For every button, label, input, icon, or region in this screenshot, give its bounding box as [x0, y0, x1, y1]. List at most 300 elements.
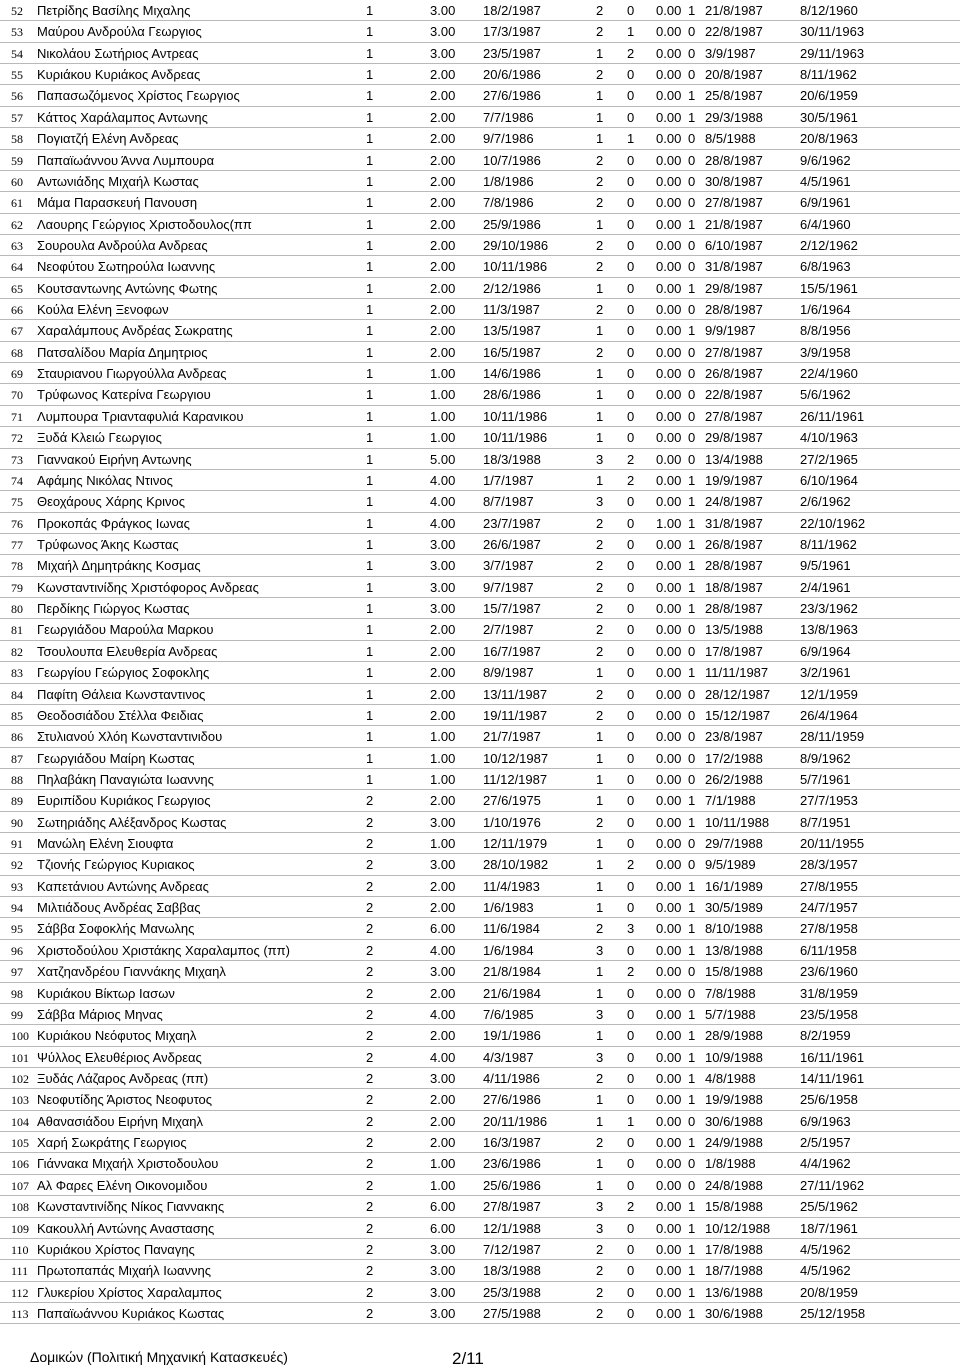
application-date: 18/3/1988 [483, 1263, 541, 1279]
points-value: 0.00 [656, 537, 682, 552]
birth-date: 24/7/1957 [800, 900, 858, 916]
count-b-value: 0 [627, 942, 635, 958]
registration-date: 24/9/1988 [705, 1135, 763, 1151]
flag-value: 1 [688, 1284, 696, 1300]
registration-date: 15/8/1988 [705, 964, 763, 980]
row-number: 105 [11, 1136, 29, 1151]
registration-date: 29/8/1987 [705, 430, 763, 446]
count-b-value: 0 [627, 537, 635, 552]
table-row [0, 1025, 960, 1046]
score-value: 6.00 [430, 1220, 456, 1236]
flag-value: 0 [688, 729, 696, 745]
flag-value: 0 [688, 387, 696, 403]
points-value: 0.00 [656, 280, 682, 296]
score-value: 2.00 [430, 88, 456, 104]
row-number: 84 [11, 687, 23, 702]
registration-date: 8/5/1988 [705, 131, 756, 147]
birth-date: 6/4/1960 [800, 216, 851, 232]
flag-value: 0 [688, 131, 696, 147]
score-value: 4.00 [430, 1049, 456, 1065]
points-value: 0.00 [656, 152, 682, 168]
count-a-value: 2 [596, 686, 604, 702]
flag-value: 1 [688, 558, 696, 574]
count-b-value: 0 [627, 3, 635, 18]
category-value: 1 [366, 494, 374, 510]
count-b-value: 0 [627, 88, 635, 104]
score-value: 2.00 [430, 173, 456, 189]
birth-date: 25/12/1958 [800, 1305, 866, 1321]
row-number: 108 [11, 1200, 29, 1215]
table-row [0, 833, 960, 854]
registration-date: 19/9/1988 [705, 1092, 763, 1108]
person-name: Αντωνιάδης Μιχαήλ Κωστας [37, 173, 199, 189]
count-b-value: 0 [627, 900, 635, 916]
score-value: 2.00 [430, 665, 456, 681]
count-a-value: 1 [596, 131, 604, 147]
score-value: 3.00 [430, 537, 456, 552]
flag-value: 0 [688, 45, 696, 61]
category-value: 2 [366, 942, 374, 958]
person-name: Κωνσταντινίδης Χριστόφορος Ανδρεας [37, 579, 259, 595]
birth-date: 25/6/1958 [800, 1092, 858, 1108]
table-row [0, 1153, 960, 1174]
category-value: 2 [366, 1113, 374, 1129]
points-value: 0.00 [656, 302, 682, 318]
score-value: 2.00 [430, 1113, 456, 1129]
birth-date: 23/6/1960 [800, 964, 858, 980]
application-date: 7/7/1986 [483, 109, 534, 125]
count-b-value: 0 [627, 878, 635, 894]
person-name: Μιλτιάδους Ανδρέας Σαββας [37, 900, 201, 916]
category-value: 2 [366, 1241, 374, 1257]
table-row [0, 1282, 960, 1303]
points-value: 0.00 [656, 707, 682, 723]
flag-value: 1 [688, 921, 696, 937]
score-value: 2.00 [430, 707, 456, 723]
flag-value: 0 [688, 451, 696, 467]
row-number: 62 [11, 217, 23, 232]
points-value: 0.00 [656, 985, 682, 1001]
birth-date: 8/7/1951 [800, 814, 851, 830]
flag-value: 1 [688, 793, 696, 809]
count-a-value: 1 [596, 387, 604, 403]
flag-value: 1 [688, 1092, 696, 1108]
points-value: 0.00 [656, 472, 682, 488]
registration-date: 5/7/1988 [705, 1006, 756, 1022]
score-value: 1.00 [430, 430, 456, 446]
count-a-value: 2 [596, 515, 604, 531]
application-date: 11/4/1983 [483, 878, 540, 894]
registration-date: 13/6/1988 [705, 1284, 763, 1300]
application-date: 10/7/1986 [483, 152, 541, 168]
registration-date: 22/8/1987 [705, 24, 763, 40]
count-b-value: 0 [627, 579, 635, 595]
count-b-value: 0 [627, 1220, 635, 1236]
application-date: 11/3/1987 [483, 302, 540, 318]
application-date: 21/7/1987 [483, 729, 541, 745]
category-value: 2 [366, 985, 374, 1001]
birth-date: 16/11/1961 [800, 1049, 865, 1065]
score-value: 1.00 [430, 836, 456, 852]
table-row [0, 256, 960, 277]
category-value: 1 [366, 515, 374, 531]
table-row [0, 0, 960, 21]
footer-category: Δομικών (Πολιτική Μηχανική Κατασκευές) [30, 1349, 288, 1365]
application-date: 21/8/1984 [483, 964, 541, 980]
table-row [0, 598, 960, 619]
row-number: 100 [11, 1029, 29, 1044]
score-value: 3.00 [430, 1071, 456, 1086]
category-value: 2 [366, 1177, 374, 1193]
application-date: 8/9/1987 [483, 665, 534, 681]
count-b-value: 0 [627, 323, 635, 339]
count-a-value: 3 [596, 1006, 604, 1022]
registration-date: 20/8/1987 [705, 67, 763, 83]
category-value: 1 [366, 366, 374, 382]
application-date: 2/7/1987 [483, 622, 534, 638]
application-date: 4/11/1986 [483, 1071, 540, 1086]
score-value: 2.00 [430, 302, 456, 318]
table-row [0, 684, 960, 705]
table-row [0, 983, 960, 1004]
birth-date: 2/12/1962 [800, 237, 858, 253]
count-b-value: 0 [627, 1135, 635, 1151]
birth-date: 18/7/1961 [800, 1220, 858, 1236]
person-name: Σταυριανου Γιωργούλλα Ανδρεας [37, 366, 227, 382]
birth-date: 12/1/1959 [800, 686, 858, 702]
table-row [0, 876, 960, 897]
score-value: 2.00 [430, 237, 456, 253]
points-value: 0.00 [656, 878, 682, 894]
category-value: 1 [366, 280, 374, 296]
points-value: 0.00 [656, 1092, 682, 1108]
registration-date: 11/11/1987 [705, 665, 769, 681]
registration-date: 27/8/1987 [705, 195, 763, 211]
count-a-value: 2 [596, 1135, 604, 1151]
application-date: 1/7/1987 [483, 472, 534, 488]
count-b-value: 0 [627, 67, 635, 83]
application-date: 7/6/1985 [483, 1006, 534, 1022]
category-value: 1 [366, 259, 374, 275]
category-value: 1 [366, 173, 374, 189]
score-value: 5.00 [430, 451, 456, 467]
flag-value: 1 [688, 109, 696, 125]
score-value: 2.00 [430, 622, 456, 638]
birth-date: 2/6/1962 [800, 494, 851, 510]
category-value: 1 [366, 131, 374, 147]
flag-value: 0 [688, 836, 696, 852]
points-value: 0.00 [656, 643, 682, 659]
table-row [0, 1239, 960, 1260]
count-a-value: 1 [596, 985, 604, 1001]
row-number: 83 [11, 666, 23, 681]
person-name: Γιαννακού Ειρήνη Αντωνης [37, 451, 192, 467]
person-name: Γεωργιάδου Μαρούλα Μαρκου [37, 622, 214, 638]
flag-value: 1 [688, 1305, 696, 1321]
application-date: 26/6/1987 [483, 537, 541, 552]
points-value: 0.00 [656, 1199, 682, 1215]
score-value: 2.00 [430, 900, 456, 916]
points-value: 1.00 [656, 515, 682, 531]
count-a-value: 1 [596, 45, 604, 61]
points-value: 0.00 [656, 1177, 682, 1193]
score-value: 2.00 [430, 793, 456, 809]
count-b-value: 0 [627, 1305, 635, 1321]
application-date: 1/6/1983 [483, 900, 534, 916]
flag-value: 0 [688, 344, 696, 360]
application-date: 11/6/1984 [483, 921, 540, 937]
row-number: 69 [11, 367, 23, 382]
registration-date: 7/1/1988 [705, 793, 756, 809]
registration-date: 10/9/1988 [705, 1049, 763, 1065]
birth-date: 8/12/1960 [800, 3, 858, 18]
category-value: 1 [366, 323, 374, 339]
category-value: 2 [366, 1135, 374, 1151]
person-name: Μιχαήλ Δημητράκης Κοσμας [37, 558, 201, 574]
flag-value: 0 [688, 173, 696, 189]
score-value: 3.00 [430, 964, 456, 980]
points-value: 0.00 [656, 1220, 682, 1236]
category-value: 1 [366, 24, 374, 40]
flag-value: 1 [688, 1220, 696, 1236]
score-value: 6.00 [430, 921, 456, 937]
application-date: 7/8/1986 [483, 195, 534, 211]
count-b-value: 0 [627, 195, 635, 211]
birth-date: 23/3/1962 [800, 601, 858, 617]
points-value: 0.00 [656, 1241, 682, 1257]
score-value: 1.00 [430, 366, 456, 382]
registration-date: 27/8/1987 [705, 408, 763, 424]
person-name: Μάμα Παρασκευή Πανουση [37, 195, 198, 211]
birth-date: 9/6/1962 [800, 152, 851, 168]
score-value: 3.00 [430, 1241, 456, 1257]
registration-date: 30/8/1987 [705, 173, 763, 189]
flag-value: 0 [688, 985, 696, 1001]
count-b-value: 0 [627, 173, 635, 189]
registration-date: 28/8/1987 [705, 558, 763, 574]
row-number: 94 [11, 901, 23, 916]
count-a-value: 1 [596, 665, 604, 681]
person-name: Κακουλλή Αντώνης Αναστασης [37, 1220, 215, 1236]
category-value: 2 [366, 1006, 374, 1022]
table-row [0, 726, 960, 747]
birth-date: 6/9/1963 [800, 1113, 851, 1129]
points-value: 0.00 [656, 900, 682, 916]
registration-date: 25/8/1987 [705, 88, 763, 104]
registration-date: 30/6/1988 [705, 1113, 763, 1129]
flag-value: 0 [688, 1156, 696, 1172]
application-date: 17/3/1987 [483, 24, 541, 40]
score-value: 2.00 [430, 1135, 456, 1151]
registration-date: 24/8/1987 [705, 494, 763, 510]
count-b-value: 0 [627, 707, 635, 723]
flag-value: 0 [688, 430, 696, 446]
application-date: 10/12/1987 [483, 750, 549, 766]
count-a-value: 3 [596, 942, 604, 958]
points-value: 0.00 [656, 323, 682, 339]
row-number: 102 [11, 1072, 29, 1086]
birth-date: 20/6/1959 [800, 88, 858, 104]
count-b-value: 0 [627, 985, 635, 1001]
registration-date: 13/5/1988 [705, 622, 763, 638]
application-date: 3/7/1987 [483, 558, 534, 574]
table-row [0, 619, 960, 640]
category-value: 1 [366, 643, 374, 659]
count-a-value: 2 [596, 24, 604, 40]
birth-date: 4/5/1962 [800, 1241, 851, 1257]
birth-date: 8/8/1956 [800, 323, 851, 339]
table-row [0, 1089, 960, 1110]
row-number: 104 [11, 1114, 29, 1129]
count-b-value: 0 [627, 344, 635, 360]
count-a-value: 1 [596, 1177, 604, 1193]
count-a-value: 2 [596, 622, 604, 638]
count-a-value: 1 [596, 1156, 604, 1172]
birth-date: 26/4/1964 [800, 707, 858, 723]
flag-value: 0 [688, 964, 696, 980]
birth-date: 8/11/1962 [800, 537, 857, 552]
count-a-value: 1 [596, 729, 604, 745]
birth-date: 6/9/1964 [800, 643, 851, 659]
registration-date: 29/7/1988 [705, 836, 763, 852]
birth-date: 14/11/1961 [800, 1071, 865, 1086]
score-value: 2.00 [430, 216, 456, 232]
score-value: 1.00 [430, 408, 456, 424]
category-value: 2 [366, 1284, 374, 1300]
flag-value: 0 [688, 771, 696, 787]
row-number: 64 [11, 260, 23, 275]
row-number: 57 [11, 110, 23, 125]
row-number: 61 [11, 196, 23, 211]
flag-value: 1 [688, 3, 696, 18]
person-name: Περδίκης Γιώργος Κωστας [37, 601, 190, 617]
registration-date: 30/5/1989 [705, 900, 763, 916]
points-value: 0.00 [656, 814, 682, 830]
birth-date: 20/8/1963 [800, 131, 858, 147]
registration-date: 16/1/1989 [705, 878, 763, 894]
registration-date: 13/8/1988 [705, 942, 763, 958]
person-name: Χαρή Σωκράτης Γεωργιος [37, 1135, 187, 1151]
person-name: Σουρουλα Ανδρούλα Ανδρεας [37, 237, 208, 253]
application-date: 19/11/1987 [483, 707, 548, 723]
birth-date: 30/5/1961 [800, 109, 858, 125]
count-b-value: 0 [627, 1092, 635, 1108]
table-row [0, 961, 960, 982]
count-a-value: 2 [596, 1305, 604, 1321]
category-value: 1 [366, 750, 374, 766]
registration-date: 18/8/1987 [705, 579, 763, 595]
category-value: 2 [366, 1263, 374, 1279]
score-value: 2.00 [430, 878, 456, 894]
points-value: 0.00 [656, 964, 682, 980]
person-name: Παπαϊωάννου Άννα Λυμπουρα [37, 152, 215, 168]
flag-value: 1 [688, 665, 696, 681]
score-value: 2.00 [430, 1092, 456, 1108]
score-value: 4.00 [430, 494, 456, 510]
points-value: 0.00 [656, 344, 682, 360]
row-number: 75 [11, 495, 23, 510]
row-number: 98 [11, 986, 23, 1001]
row-number: 78 [11, 559, 23, 574]
count-b-value: 0 [627, 1049, 635, 1065]
application-date: 10/11/1986 [483, 430, 548, 446]
category-value: 1 [366, 302, 374, 318]
points-value: 0.00 [656, 771, 682, 787]
registration-date: 26/8/1987 [705, 366, 763, 382]
count-b-value: 0 [627, 836, 635, 852]
flag-value: 1 [688, 1049, 696, 1065]
points-value: 0.00 [656, 1156, 682, 1172]
row-number: 101 [11, 1050, 29, 1065]
registration-date: 7/8/1988 [705, 985, 756, 1001]
count-a-value: 3 [596, 1049, 604, 1065]
count-a-value: 2 [596, 579, 604, 595]
score-value: 2.00 [430, 259, 456, 275]
points-value: 0.00 [656, 195, 682, 211]
score-value: 1.00 [430, 1156, 456, 1172]
person-name: Τρύφωνος Κατερίνα Γεωργιου [37, 387, 211, 403]
count-b-value: 0 [627, 1006, 635, 1022]
application-date: 25/9/1986 [483, 216, 541, 232]
person-name: Σωτηριάδης Αλέξανδρος Κωστας [37, 814, 227, 830]
table-row [0, 1218, 960, 1239]
birth-date: 8/11/1962 [800, 67, 857, 83]
points-value: 0.00 [656, 1135, 682, 1151]
table-row [0, 1175, 960, 1196]
flag-value: 1 [688, 942, 696, 958]
application-date: 13/5/1987 [483, 323, 541, 339]
person-name: Κυριάκου Κυριάκος Ανδρεας [37, 67, 201, 83]
flag-value: 1 [688, 323, 696, 339]
birth-date: 2/4/1961 [800, 579, 851, 595]
person-name: Πετρίδης Βασίλης Μιχαλης [37, 3, 191, 18]
count-b-value: 2 [627, 857, 635, 873]
count-b-value: 0 [627, 152, 635, 168]
points-value: 0.00 [656, 1305, 682, 1321]
birth-date: 5/6/1962 [800, 387, 851, 403]
application-date: 19/1/1986 [483, 1028, 541, 1044]
count-b-value: 0 [627, 729, 635, 745]
points-value: 0.00 [656, 366, 682, 382]
row-number: 68 [11, 345, 23, 360]
points-value: 0.00 [656, 494, 682, 510]
application-date: 10/11/1986 [483, 408, 548, 424]
registration-date: 31/8/1987 [705, 515, 763, 531]
table-row [0, 854, 960, 875]
flag-value: 1 [688, 1199, 696, 1215]
score-value: 3.00 [430, 857, 456, 873]
table-row [0, 342, 960, 363]
application-date: 28/6/1986 [483, 387, 541, 403]
application-date: 12/1/1988 [483, 1220, 541, 1236]
count-b-value: 0 [627, 558, 635, 574]
points-value: 0.00 [656, 216, 682, 232]
table-row [0, 427, 960, 448]
person-name: Ξυδά Κλειώ Γεωργιος [37, 430, 162, 446]
table-row [0, 641, 960, 662]
category-value: 1 [366, 195, 374, 211]
points-value: 0.00 [656, 430, 682, 446]
category-value: 2 [366, 793, 374, 809]
person-name: Θεοχάρους Χάρης Κρινος [37, 494, 186, 510]
category-value: 1 [366, 216, 374, 232]
application-date: 13/11/1987 [483, 686, 548, 702]
count-b-value: 0 [627, 643, 635, 659]
registration-date: 15/8/1988 [705, 1199, 763, 1215]
birth-date: 22/10/1962 [800, 515, 866, 531]
count-a-value: 1 [596, 216, 604, 232]
birth-date: 29/11/1963 [800, 45, 865, 61]
